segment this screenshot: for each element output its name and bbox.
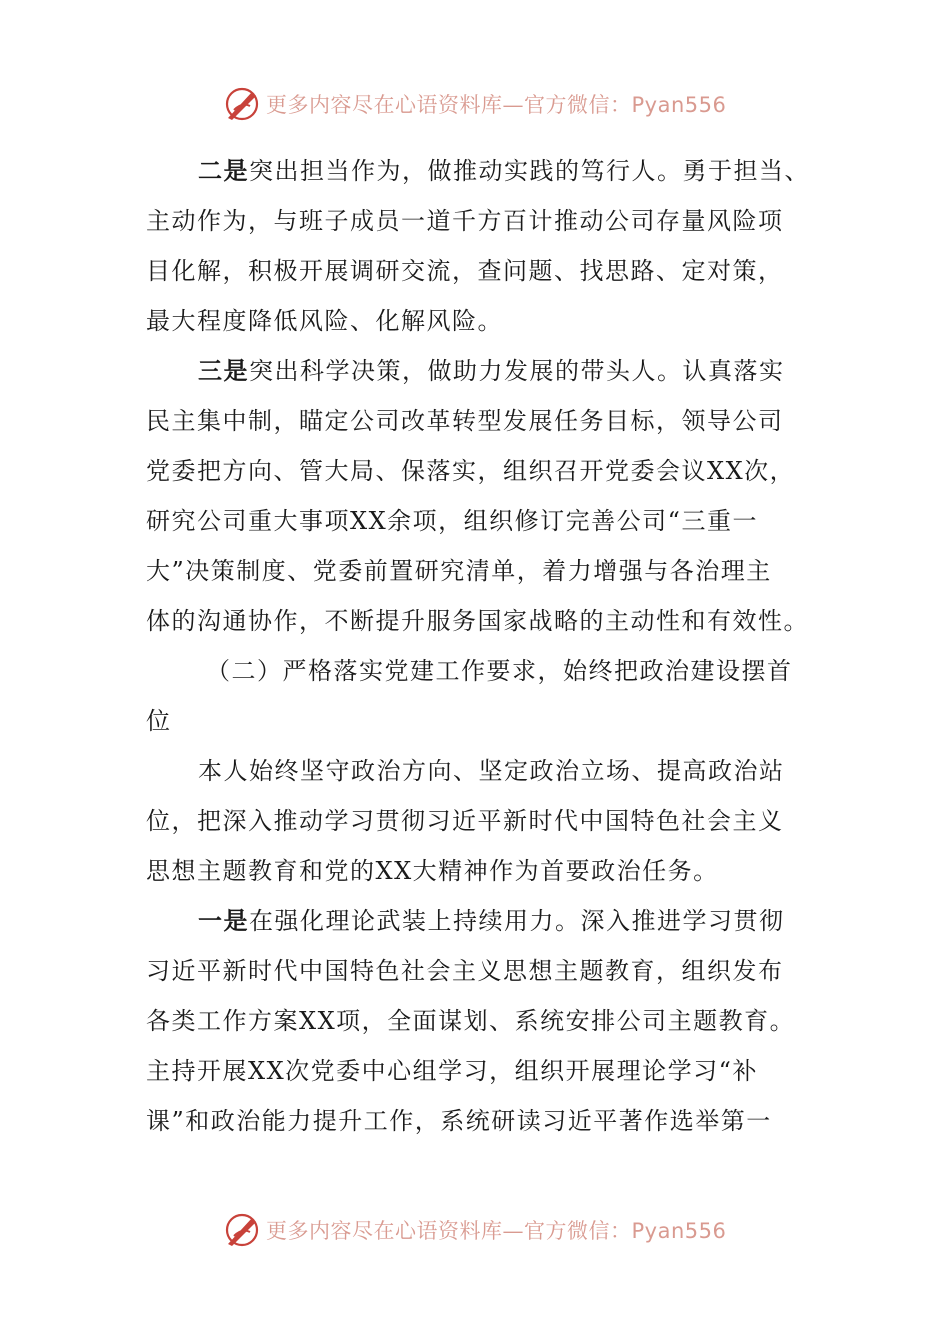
text-line: 研究公司重大事项XX余项，组织修订完善公司“三重一: [146, 507, 758, 535]
text-line: 大”决策制度、党委前置研究清单，着力增强与各治理主: [146, 557, 772, 585]
document-body: [146, 146, 810, 1146]
text-line: 最大程度降低风险、化解风险。: [146, 307, 503, 335]
pen-logo-icon: [222, 1210, 262, 1250]
text-line: 主持开展XX次党委中心组学习，组织开展理论学习“补: [146, 1057, 758, 1085]
text-line: 课”和政治能力提升工作，系统研读习近平著作选举第一: [146, 1107, 772, 1135]
watermark-banner-top: [222, 82, 726, 126]
text-line: 三是突出科学决策，做助力发展的带头人。认真落实: [198, 356, 785, 385]
text-line: 民主集中制，瞄定公司改革转型发展任务目标，领导公司: [146, 407, 784, 435]
para-lead: 三是: [198, 356, 249, 385]
section-heading: （二）严格落实党建工作要求，始终把政治建设摆首: [206, 657, 793, 685]
text-line: 目化解，积极开展调研交流，查问题、找思路、定对策，: [146, 257, 784, 285]
text-line: 习近平新时代中国特色社会主义思想主题教育，组织发布: [146, 957, 784, 985]
text-line: 体的沟通协作，不断提升服务国家战略的主动性和有效性。: [146, 607, 809, 635]
watermark-text: 更多内容尽在心语资料库—官方微信：Pyan556: [266, 93, 727, 117]
text-line: 本人始终坚守政治方向、坚定政治立场、提高政治站: [198, 757, 785, 785]
para-lead: 二是: [198, 156, 249, 185]
text-line: 主动作为，与班子成员一道千方百计推动公司存量风险项: [146, 207, 784, 235]
section-heading-cont: 位: [146, 707, 172, 735]
watermark-text: 更多内容尽在心语资料库—官方微信：Pyan556: [266, 1219, 727, 1243]
pen-logo-icon: [222, 84, 262, 124]
watermark-banner-bottom: [222, 1208, 726, 1252]
text-line: 一是在强化理论武装上持续用力。深入推进学习贯彻: [198, 906, 785, 935]
text-line: 党委把方向、管大局、保落实，组织召开党委会议XX次，: [146, 457, 796, 485]
text-line: 二是突出担当作为，做推动实践的笃行人。勇于担当、: [198, 156, 810, 185]
para-lead: 一是: [198, 906, 249, 935]
text-line: 位，把深入推动学习贯彻习近平新时代中国特色社会主义: [146, 807, 784, 835]
text-line: 各类工作方案XX项，全面谋划、系统安排公司主题教育。: [146, 1007, 796, 1035]
text-line: 思想主题教育和党的XX大精神作为首要政治任务。: [146, 857, 719, 885]
